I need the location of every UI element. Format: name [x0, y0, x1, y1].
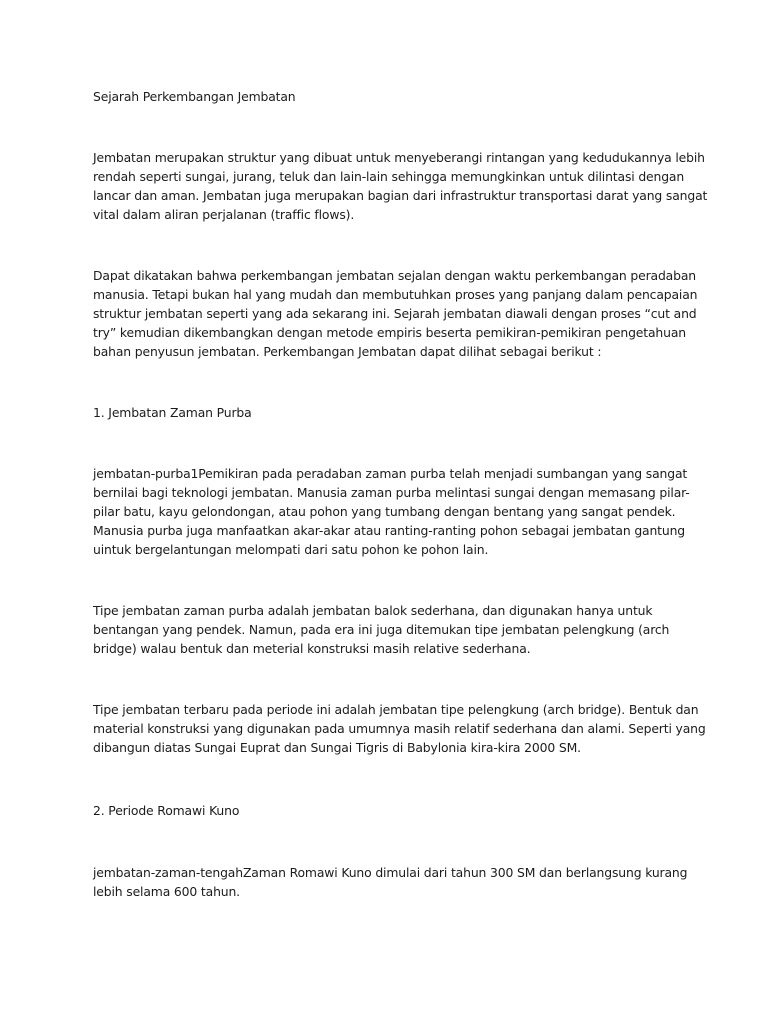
paragraph-line: Dapat dikatakan bahwa perkembangan jembatan sejalan dengan waktu perkembangan peradaban — [93, 268, 696, 283]
paragraph-4 — [93, 601, 683, 658]
paragraph-line: try” kemudian dikembangkan dengan metode empiris beserta pemikiran-pemikiran pengetahuan — [93, 325, 686, 340]
paragraph-line: Jembatan merupakan struktur yang dibuat untuk menyeberangi rintangan yang kedudukannya lebih — [93, 150, 705, 165]
paragraph-line: pilar batu, kayu gelondongan, atau pohon yang tumbang dengan bentang yang sangat pendek. — [93, 504, 676, 519]
paragraph-line: vital dalam aliran perjalanan (traffic flows). — [93, 207, 355, 222]
paragraph-line: bridge) walau bentuk dan meterial konstruksi masih relative sederhana. — [93, 641, 531, 656]
paragraph-line: Tipe jembatan zaman purba adalah jembatan balok sederhana, dan digunakan hanya untuk — [93, 603, 653, 618]
paragraph-line: dibangun diatas Sungai Euprat dan Sungai Tigris di Babylonia kira-kira 2000 SM. — [93, 740, 581, 755]
paragraph-5 — [93, 700, 706, 757]
paragraph-line: jembatan-purba1Pemikiran pada peradaban zaman purba telah menjadi sumbangan yang sangat — [93, 466, 688, 481]
paragraph-line: Tipe jembatan terbaru pada periode ini adalah jembatan tipe pelengkung (arch bridge). Bentuk dan — [93, 702, 699, 717]
document-title: Sejarah Perkembangan Jembatan — [93, 89, 296, 104]
paragraph-line: lancar dan aman. Jembatan juga merupakan bagian dari infrastruktur transportasi darat yang sangat — [93, 188, 708, 203]
paragraph-line: uintuk bergelantungan melompati dari satu pohon ke pohon lain. — [93, 542, 489, 557]
paragraph-1 — [93, 148, 708, 224]
paragraph-line: lebih selama 600 tahun. — [93, 884, 240, 899]
section-heading-2 — [93, 801, 683, 820]
section-heading: 1. Jembatan Zaman Purba — [93, 405, 252, 420]
section-heading: 2. Periode Romawi Kuno — [93, 803, 240, 818]
paragraph-line: bentangan yang pendek. Namun, pada era ini juga ditemukan tipe jembatan pelengkung (arch — [93, 622, 670, 637]
paragraph-3 — [93, 464, 690, 559]
paragraph-2 — [93, 266, 698, 361]
paragraph-line: material konstruksi yang digunakan pada umumnya masih relatif sederhana dan alami. Seperti yang — [93, 721, 706, 736]
paragraph-line: jembatan-zaman-tengahZaman Romawi Kuno dimulai dari tahun 300 SM dan berlangsung kurang — [93, 865, 688, 880]
section-heading-1 — [93, 403, 683, 422]
paragraph-line: rendah seperti sungai, jurang, teluk dan lain-lain sehingga memungkinkan untuk dilintasi dengan — [93, 169, 685, 184]
paragraph-line: Manusia purba juga manfaatkan akar-akar atau ranting-ranting pohon sebagai jembatan gantung — [93, 523, 686, 538]
paragraph-line: manusia. Tetapi bukan hal yang mudah dan membutuhkan proses yang panjang dalam pencapaian — [93, 287, 698, 302]
paragraph-6 — [93, 863, 688, 901]
paragraph-line: struktur jembatan seperti yang ada sekarang ini. Sejarah jembatan diawali dengan proses “cut and — [93, 306, 697, 321]
paragraph-line: bahan penyusun jembatan. Perkembangan Jembatan dapat dilihat sebagai berikut : — [93, 344, 602, 359]
paragraph-line: bernilai bagi teknologi jembatan. Manusia zaman purba melintasi sungai dengan memasang pilar- — [93, 485, 690, 500]
